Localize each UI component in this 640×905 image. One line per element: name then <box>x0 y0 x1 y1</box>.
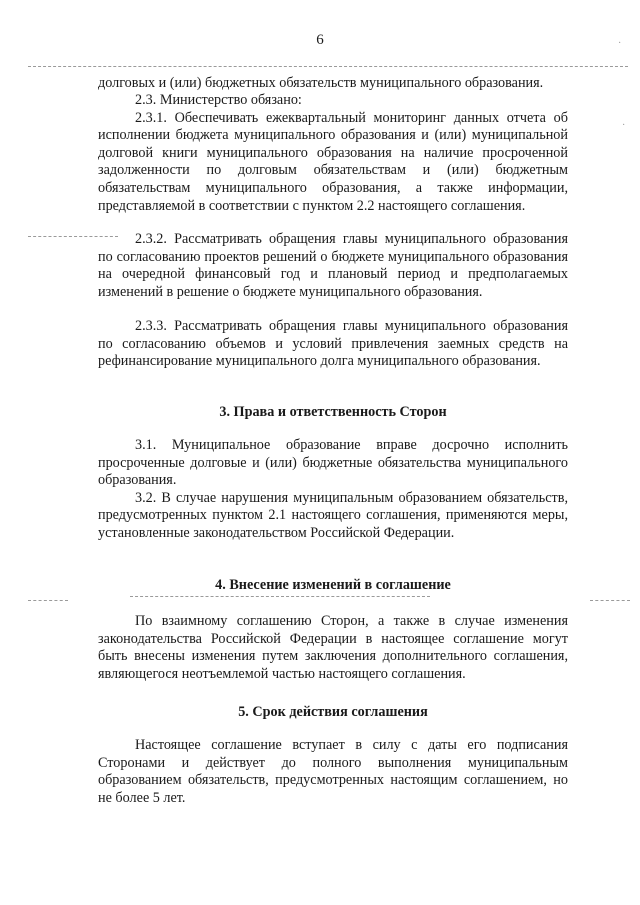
scan-artifact-line <box>130 596 430 597</box>
scan-artifact-line <box>28 66 628 67</box>
section-5-paragraph: Настоящее соглашение вступает в силу с даты его подписания Сторонами и действует до полного выполнения муниципальным образованием обязательств, предусмотренных настоящим соглашением, но не более 5 лет. <box>98 737 568 806</box>
clause-2-3-3-block <box>98 318 568 371</box>
clause-2-3-2: 2.3.2. Рассматривать обращения главы муниципального образования по согласованию проектов решений о бюджете муниципального образования на очередной финансовый год и плановый период и предполагаемых изменений в решение о бюджете муниципального образования. <box>98 231 568 300</box>
section-4-paragraph: По взаимному соглашению Сторон, а также в случае изменения законодательства Российской Федерации в настоящее соглашение могут быть внесены изменения путем заключения дополнительного соглашения, являющегося неотъемлемой частью настоящего соглашения. <box>98 613 568 682</box>
section-5-heading: 5. Срок действия соглашения <box>238 704 428 720</box>
section-3-heading: 3. Права и ответственность Сторон <box>219 404 447 420</box>
scan-speck: · <box>622 120 626 131</box>
continuation-text: долговых и (или) бюджетных обязательств муниципального образования. <box>98 75 544 91</box>
scan-speck: · <box>618 38 622 49</box>
clause-2-3-2-block <box>98 231 568 301</box>
section-4-body <box>98 613 568 683</box>
clause-2-3-1: 2.3.1. Обеспечивать ежеквартальный мониторинг данных отчета об исполнении бюджета муниципального образования и (или) муниципальной долговой книги муниципального образования на наличие просроченной задолженности по долговым обязательствам и (или) бюджетным обязательствам муниципального образования, а также информации, представляемой в соответствии с пунктом 2.2 настоящего соглашения. <box>98 109 568 214</box>
clause-2-3-3: 2.3.3. Рассматривать обращения главы муниципального образования по согласованию объемов и условий привлечения заемных средств на рефинансирование муниципального долга муниципального образования. <box>98 318 568 370</box>
section-3-body <box>98 437 568 543</box>
clause-2-3 <box>98 92 568 215</box>
clause-3-1: 3.1. Муниципальное образование вправе досрочно исполнить просроченные долговые и (или) бюджетные обязательства муниципального образования. <box>98 437 568 489</box>
clause-2-3-title: 2.3. Министерство обязано: <box>135 92 302 108</box>
clause-3-2: 3.2. В случае нарушения муниципальным образованием обязательств, предусмотренных пунктом 2.1 настоящего соглашения, применяются меры, установленные законодательством Российской Федерации. <box>98 489 568 541</box>
scan-artifact-line <box>590 600 630 601</box>
page-number: 6 <box>316 32 324 48</box>
section-5-body <box>98 737 568 807</box>
scan-artifact-line <box>28 600 68 601</box>
section-4-heading: 4. Внесение изменений в соглашение <box>215 577 451 593</box>
text-block-top <box>98 75 568 93</box>
